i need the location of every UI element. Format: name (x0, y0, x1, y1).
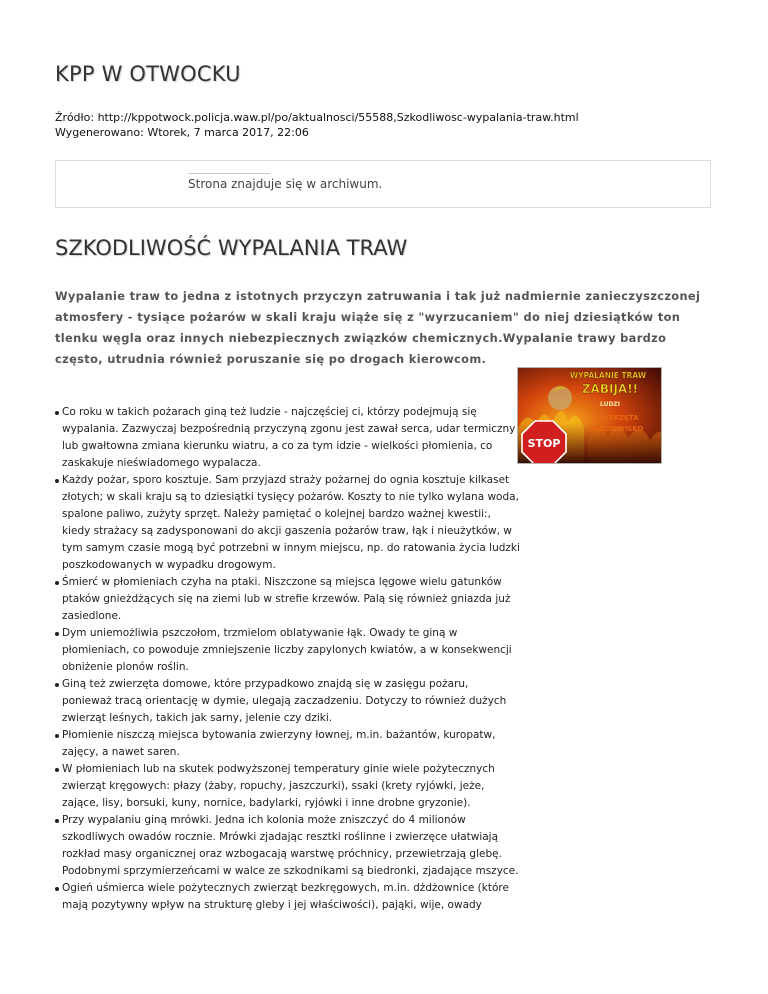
article-image (517, 367, 662, 464)
site-title: KPP W OTWOCKU (55, 62, 241, 86)
list-item: Przy wypalaniu giną mrówki. Jedna ich kolonia może zniszczyć do 4 milionów szkodliwych owadów rocznie. Mrówki zjadając resztki roślinne i zwierzęce ułatwiają rozkład masy organicznej oraz wzbogacają warstwę próchnicy, przewietrzają glebę. Podobnymi sprzymierzeńcami w walce ze szkodnikami są biedronki, zjadające mszyce. (62, 812, 520, 880)
list-item: Każdy pożar, sporo kosztuje. Sam przyjazd straży pożarnej do ognia kosztuje kilkaset złotych; w skali kraju są to dziesiątki tysięcy pożarów. Koszty to nie tylko wylana woda, spalone paliwo, zużyty sprzęt. Należy pamiętać o kolejnej bardzo ważnej kwestii:, kiedy strażacy są zadysponowani do akcji gaszenia pożarów traw, łąk i nieużytków, w tym samym czasie mogą być potrzebni w innym miejscu, np. do ratowania życia ludzki poszkodowanych w wypadku drogowym. (62, 472, 520, 574)
grass-fire-poster (518, 368, 662, 464)
archive-notice-box (55, 160, 711, 208)
poster-line1: WYPALANIE TRAW (569, 371, 647, 380)
poster-line2: ZABIJA!! (581, 382, 639, 396)
poster-line4: ZWIERZĘTA (593, 414, 639, 422)
generated-date: Wygenerowano: Wtorek, 7 marca 2017, 22:06 (55, 126, 309, 139)
list-item: Śmierć w płomieniach czyha na ptaki. Niszczone są miejsca lęgowe wielu gatunków ptaków gnieżdżących się na ziemi lub w strefie krzewów. Palą się również gniazda już zasiedlone. (62, 574, 520, 625)
stop-sign-label: STOP (527, 437, 561, 450)
document-meta (55, 110, 579, 140)
article-bullet-list (62, 404, 520, 914)
list-item: Co roku w takich pożarach giną też ludzie - najczęściej ci, którzy podejmują się wypalania. Zazwyczaj bezpośrednią przyczyną zgonu jest zawał serca, udar termiczny lub gwałtowna zmiana kierunku wiatru, a co za tym idzie - wielkości płomienia, co zaskakuje nieświadomego wypalacza. (62, 404, 520, 472)
poster-line5: ŚRODOWISKO (588, 425, 644, 433)
archive-notice: Strona znajduje się w archiwum. (188, 177, 383, 191)
list-item: Giną też zwierzęta domowe, które przypadkowo znajdą się w zasięgu pożaru, ponieważ tracą orientację w dymie, ulegają zaczadzeniu. Dotyczy to również dużych zwierząt leśnych, takich jak sarny, jelenie czy dziki. (62, 676, 520, 727)
list-item: Płomienie niszczą miejsca bytowania zwierzyny łownej, m.in. bażantów, kuropatw, zajęcy, a nawet saren. (62, 727, 520, 761)
list-item: W płomieniach lub na skutek podwyższonej temperatury ginie wiele pożytecznych zwierząt kręgowych: płazy (żaby, ropuchy, jaszczurki), ssaki (krety ryjówki, jeże, zające, lisy, borsuki, kuny, nornice, badylarki, ryjówki i inne drobne gryzonie). (62, 761, 520, 812)
article-lead: Wypalanie traw to jedna z istotnych przyczyn zatruwania i tak już nadmiernie zanieczyszczonej atmosfery - tysiące pożarów w skali kraju wiąże się z "wyrzucaniem" do niej dziesiątków ton tlenku węgla oraz innych niebezpiecznych związków chemicznych.Wypalanie trawy bardzo często, utrudnia również poruszanie się po drogach kierowcom. (55, 289, 701, 366)
article-title: SZKODLIWOŚĆ WYPALANIA TRAW (55, 236, 408, 260)
list-item: Ogień uśmierca wiele pożytecznych zwierząt bezkręgowych, m.in. dżdżownice (które mają pozytywny wpływ na strukturę gleby i jej właściwości), pająki, wije, owady (62, 880, 520, 914)
poster-line3: LUDZI (599, 401, 621, 408)
list-item: Dym uniemożliwia pszczołom, trzmielom oblatywanie łąk. Owady te giną w płomieniach, co powoduje zmniejszenie liczby zapylonych kwiatów, a w konsekwencji obniżenie plonów roślin. (62, 625, 520, 676)
source-url: Źródło: http://kppotwock.policja.waw.pl/po/aktualnosci/55588,Szkodliwosc-wypalania-traw.html (55, 111, 579, 124)
stop-sign-icon (522, 421, 566, 464)
divider (188, 173, 270, 174)
